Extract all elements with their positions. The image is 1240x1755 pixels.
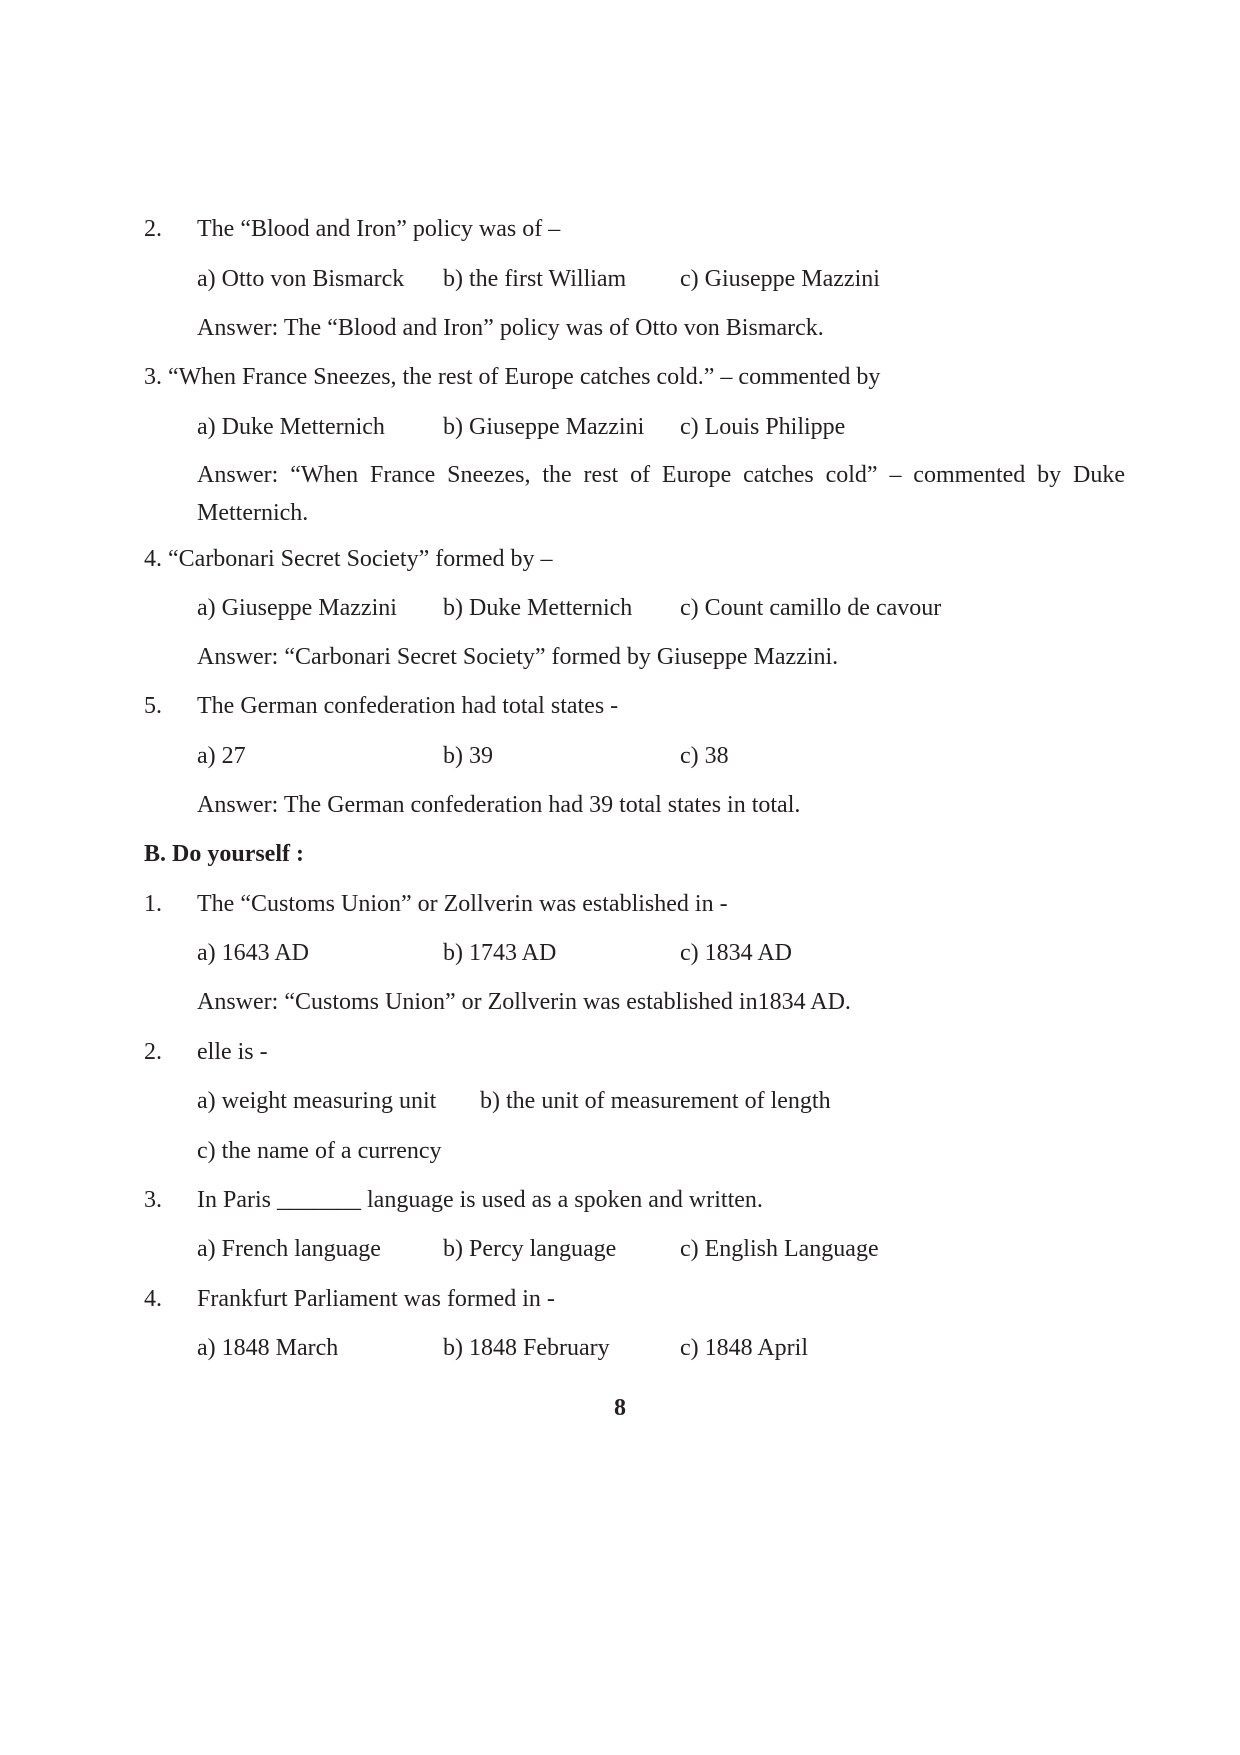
question-number: 2. — [144, 1039, 162, 1065]
question-text: In Paris _______ language is used as a spoken and written. — [197, 1187, 763, 1213]
option-a: a) weight measuring unit — [197, 1088, 437, 1114]
option-a: a) 1848 March — [197, 1335, 339, 1361]
question-text: 4. “Carbonari Secret Society” formed by – — [144, 546, 553, 572]
question-number: 3. — [144, 1187, 162, 1213]
question-text: The “Customs Union” or Zollverin was established in - — [197, 891, 728, 917]
option-c: c) Count camillo de cavour — [680, 595, 942, 621]
option-c: c) 38 — [680, 743, 729, 769]
question-3-answer: Answer: “When France Sneezes, the rest of Europe catches cold” – commented by Duke Metternich. — [197, 462, 1125, 526]
answer-text: Answer: “Customs Union” or Zollverin was established in1834 AD. — [197, 989, 851, 1015]
option-b: b) 1743 AD — [443, 940, 557, 966]
option-a: a) 27 — [197, 743, 246, 769]
section-title: B. Do yourself : — [144, 841, 304, 867]
option-b: b) the unit of measurement of length — [480, 1088, 831, 1114]
answer-text: Answer: “Carbonari Secret Society” formed by Giuseppe Mazzini. — [197, 644, 839, 670]
answer-text: Answer: The German confederation had 39 total states in total. — [197, 792, 801, 818]
question-number: 5. — [144, 693, 162, 719]
question-text: elle is - — [197, 1039, 268, 1065]
option-a: a) Giuseppe Mazzini — [197, 595, 397, 621]
option-c: c) Giuseppe Mazzini — [680, 266, 880, 292]
option-a: a) Duke Metternich — [197, 414, 385, 440]
answer-text: Answer: The “Blood and Iron” policy was of Otto von Bismarck. — [197, 315, 824, 341]
option-c: c) Louis Philippe — [680, 414, 846, 440]
option-c: c) the name of a currency — [197, 1138, 442, 1164]
question-number: 4. — [144, 1286, 162, 1312]
option-a: a) 1643 AD — [197, 940, 309, 966]
page-number: 8 — [614, 1395, 626, 1421]
option-b: b) 1848 February — [443, 1335, 610, 1361]
question-text: 3. “When France Sneezes, the rest of Europe catches cold.” – commented by — [144, 364, 881, 390]
option-b: b) the first William — [443, 266, 627, 292]
question-text: The German confederation had total states - — [197, 693, 619, 719]
option-a: a) French language — [197, 1236, 381, 1262]
option-b: b) 39 — [443, 743, 493, 769]
option-b: b) Duke Metternich — [443, 595, 633, 621]
option-c: c) 1834 AD — [680, 940, 792, 966]
option-b: b) Giuseppe Mazzini — [443, 414, 645, 440]
question-number: 2. — [144, 216, 162, 242]
option-a: a) Otto von Bismarck — [197, 266, 405, 292]
option-b: b) Percy language — [443, 1236, 617, 1262]
question-text: The “Blood and Iron” policy was of – — [197, 216, 561, 242]
option-c: c) 1848 April — [680, 1335, 808, 1361]
question-text: Frankfurt Parliament was formed in - — [197, 1286, 555, 1312]
option-c: c) English Language — [680, 1236, 879, 1262]
question-number: 1. — [144, 891, 162, 917]
